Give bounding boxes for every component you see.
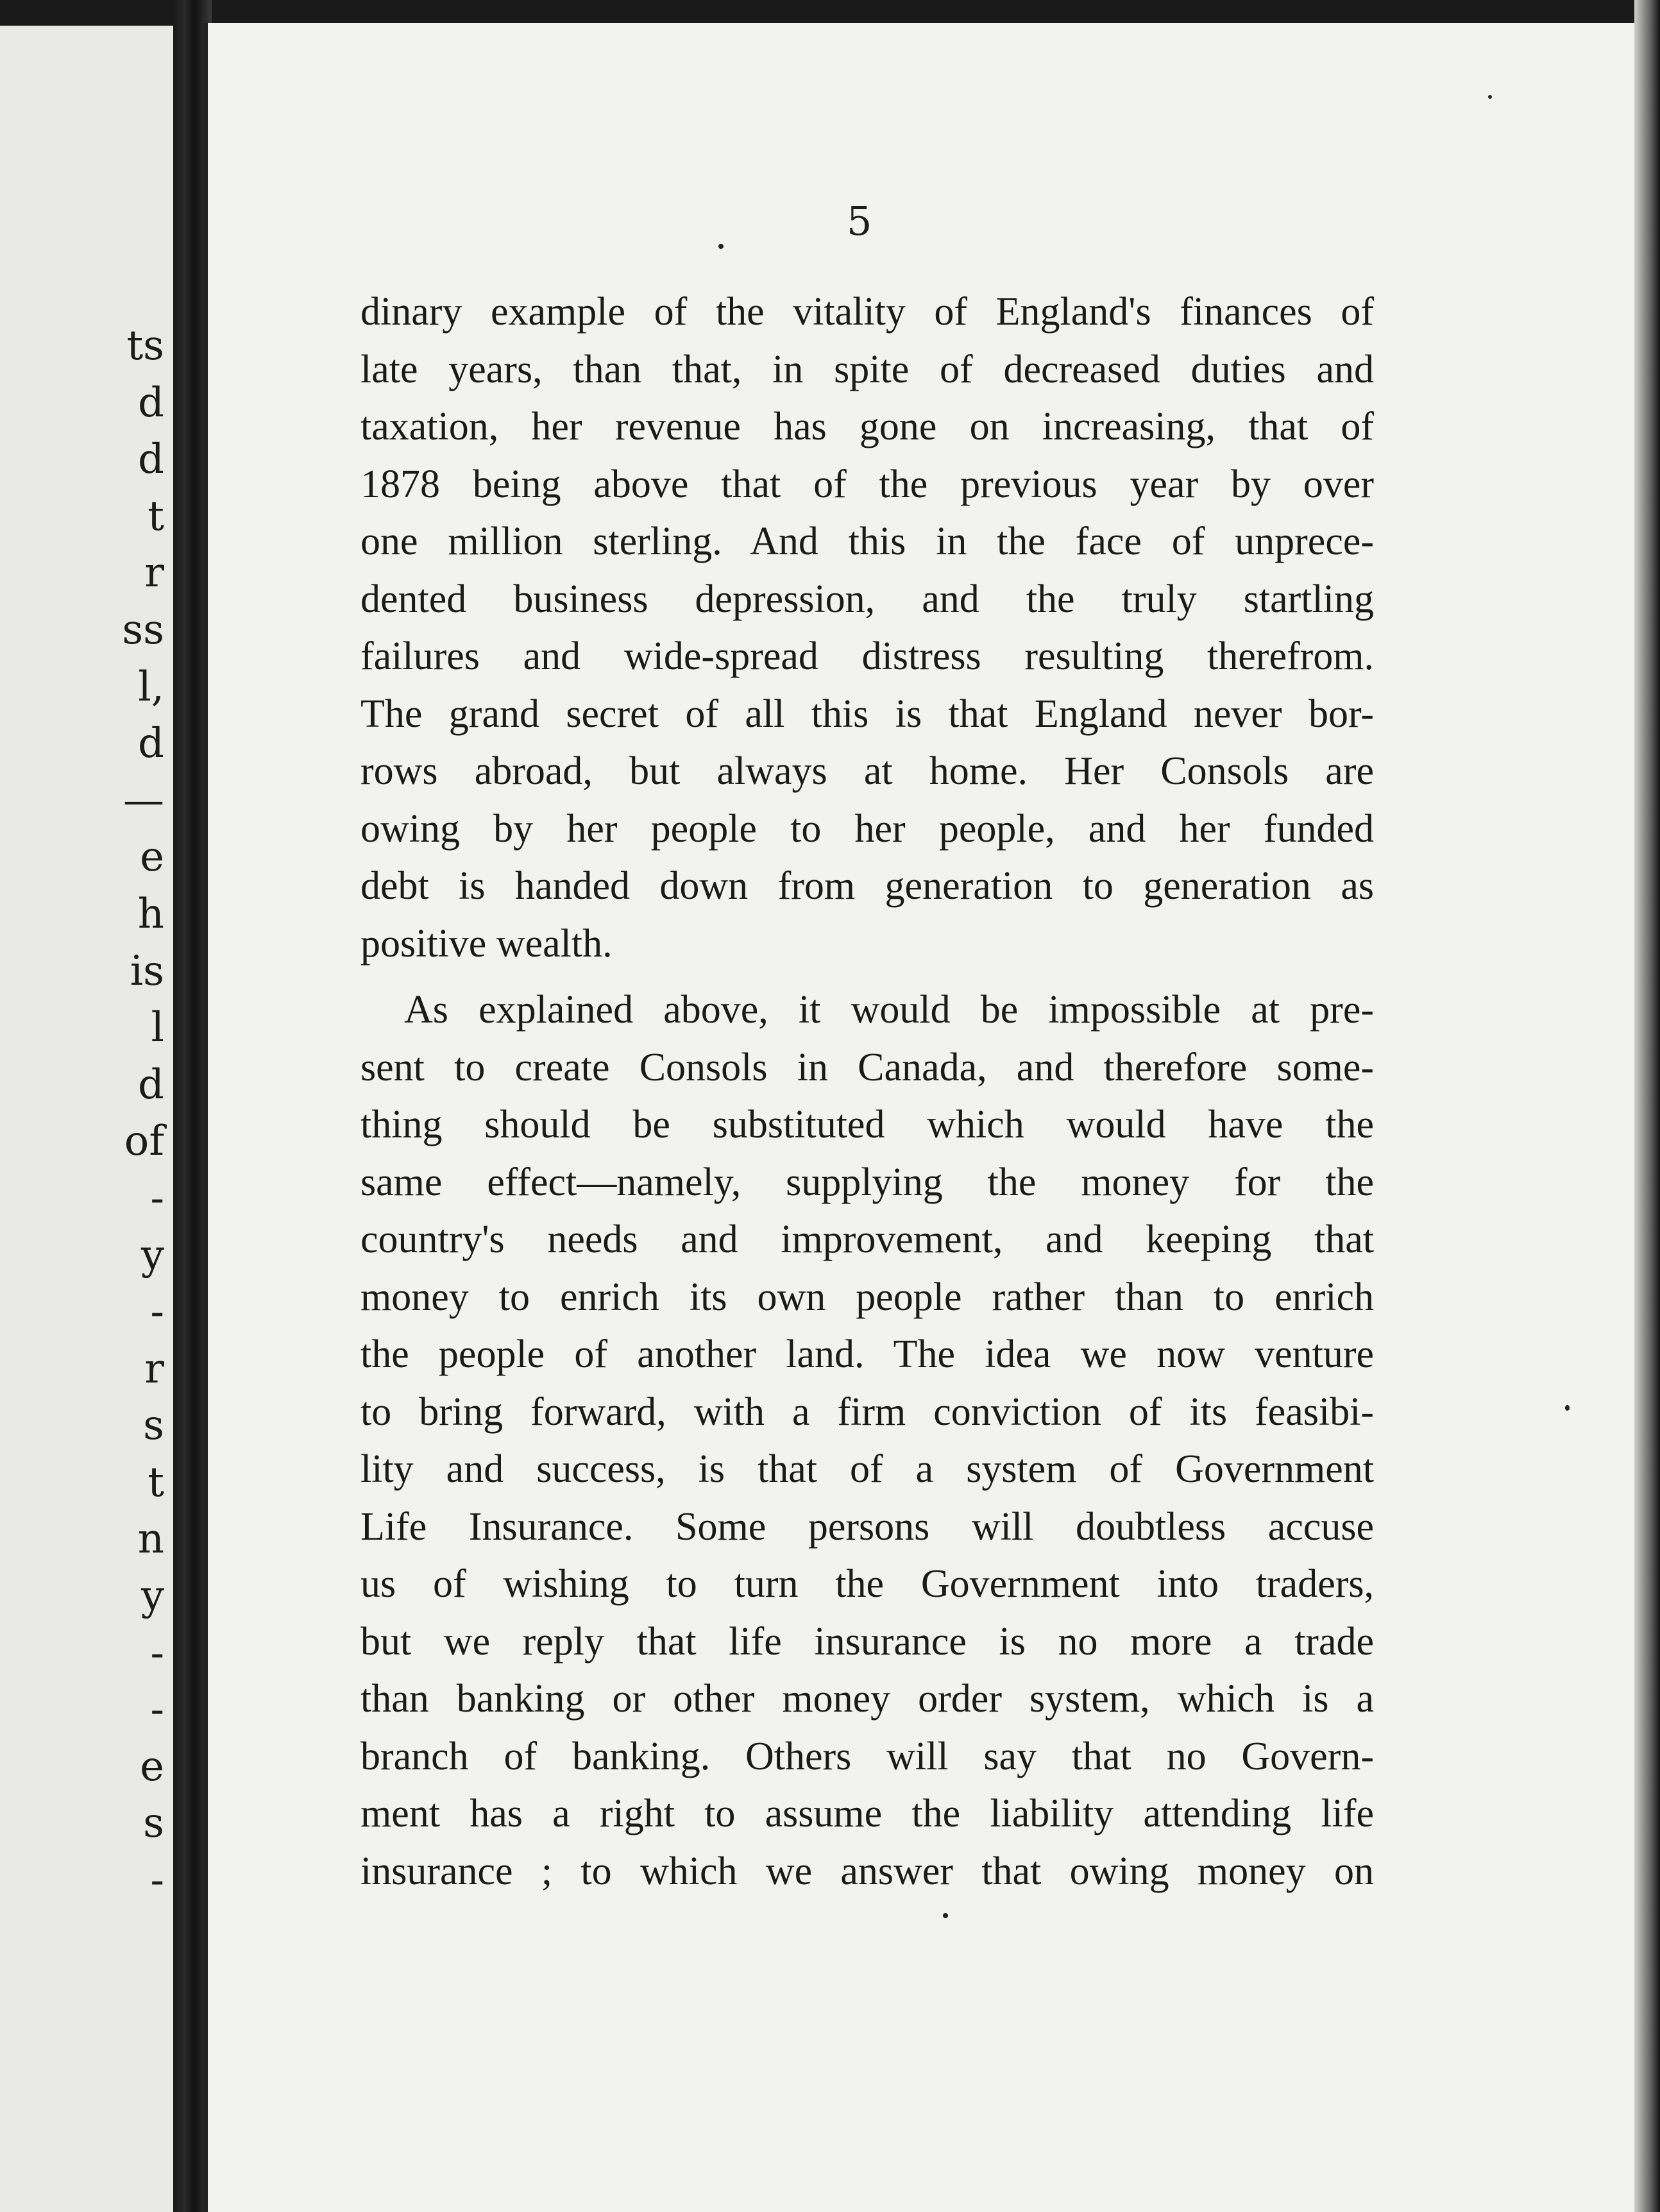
left-edge-line: e: [140, 833, 164, 881]
text-line: lity and success, is that of a system of Government: [360, 1447, 1374, 1491]
left-page-edge-text: [0, 318, 173, 1909]
scan-speck: [718, 244, 724, 249]
text-line: late years, than that, in spite of decreased duties and: [360, 347, 1374, 391]
left-edge-line: y: [140, 1572, 164, 1621]
text-line: thing should be substituted which would have the: [360, 1103, 1374, 1146]
text-line: owing by her people to her people, and her funded: [360, 806, 1374, 851]
text-line: 1878 being above that of the previous year by over: [360, 462, 1374, 506]
left-edge-line: —: [123, 776, 164, 824]
text-line: taxation, her revenue has gone on increasing, that of: [360, 405, 1374, 448]
left-edge-line: -: [150, 1857, 164, 1905]
left-edge-line: t: [148, 1458, 164, 1506]
text-line: rows abroad, but always at home. Her Consols are: [360, 749, 1374, 793]
text-line: country's needs and improvement, and keeping that: [360, 1218, 1374, 1261]
paragraph-2: [360, 982, 1374, 1900]
left-edge-line: s: [143, 1799, 164, 1848]
left-edge-line: d: [138, 720, 164, 768]
text-line: the people of another land. The idea we now venture: [360, 1332, 1374, 1376]
text-line: but we reply that life insurance is no more a trade: [360, 1619, 1374, 1663]
text-line: than banking or other money order system, which is a: [360, 1677, 1374, 1721]
left-edge-line: e: [140, 1742, 164, 1791]
left-edge-line: r: [144, 1345, 164, 1393]
left-edge-line: l: [151, 1004, 164, 1052]
text-line: us of wishing to turn the Government into traders,: [360, 1562, 1374, 1606]
text-line: one million sterling. And this in the face of unprece-: [360, 520, 1374, 563]
left-edge-line: s: [143, 1402, 164, 1450]
scan-speck: [1565, 1405, 1570, 1411]
scan-speck: [943, 1913, 948, 1918]
left-edge-line: -: [150, 1174, 164, 1222]
left-edge-line: -: [150, 1629, 164, 1677]
left-edge-line: ts: [126, 322, 164, 370]
text-line: failures and wide-spread distress resulting therefrom.: [360, 634, 1374, 678]
left-edge-line: y: [140, 1231, 164, 1279]
body-text: [360, 284, 1374, 1900]
left-edge-line: -: [150, 1288, 164, 1336]
left-page-fragment: [0, 26, 173, 2212]
text-line: insurance ; to which we answer that owing money on: [360, 1849, 1374, 1893]
left-edge-line: h: [137, 890, 164, 938]
scan-speck: [1488, 95, 1492, 99]
left-edge-line: is: [130, 947, 164, 995]
left-edge-line: ss: [122, 606, 164, 654]
text-line: dented business depression, and the truly startling: [360, 577, 1374, 621]
left-edge-line: d: [138, 436, 164, 484]
page-number: 5: [847, 198, 872, 244]
paragraph-1: [360, 284, 1374, 973]
text-line: money to enrich its own people rather than to enrich: [360, 1275, 1374, 1319]
text-line: debt is handed down from generation to generation as: [360, 864, 1374, 908]
left-edge-line: -: [150, 1686, 164, 1734]
text-line: ment has a right to assume the liability attending life: [360, 1792, 1374, 1835]
left-edge-line: l,: [138, 663, 164, 711]
left-edge-line: r: [144, 549, 164, 597]
text-line: branch of banking. Others will say that no Govern-: [360, 1734, 1374, 1778]
text-line: As explained above, it would be impossible at pre-: [404, 988, 1374, 1032]
page-edge-shadow: [1634, 0, 1660, 2212]
left-edge-line: t: [148, 492, 164, 540]
left-edge-line: d: [138, 379, 164, 427]
text-line: dinary example of the vitality of England's finances of: [360, 290, 1374, 334]
text-line: same effect—namely, supplying the money for the: [360, 1160, 1374, 1204]
left-edge-line: of: [124, 1118, 164, 1166]
left-edge-line: n: [137, 1515, 164, 1563]
left-edge-line: d: [138, 1060, 164, 1109]
text-line: positive wealth.: [360, 921, 613, 966]
text-line: Life Insurance. Some persons will doubtless accuse: [360, 1504, 1374, 1549]
text-line: sent to create Consols in Canada, and therefore some-: [360, 1045, 1374, 1089]
text-line: to bring forward, with a firm conviction of its feasibi-: [360, 1390, 1374, 1434]
text-line: The grand secret of all this is that England never bor-: [360, 692, 1374, 736]
